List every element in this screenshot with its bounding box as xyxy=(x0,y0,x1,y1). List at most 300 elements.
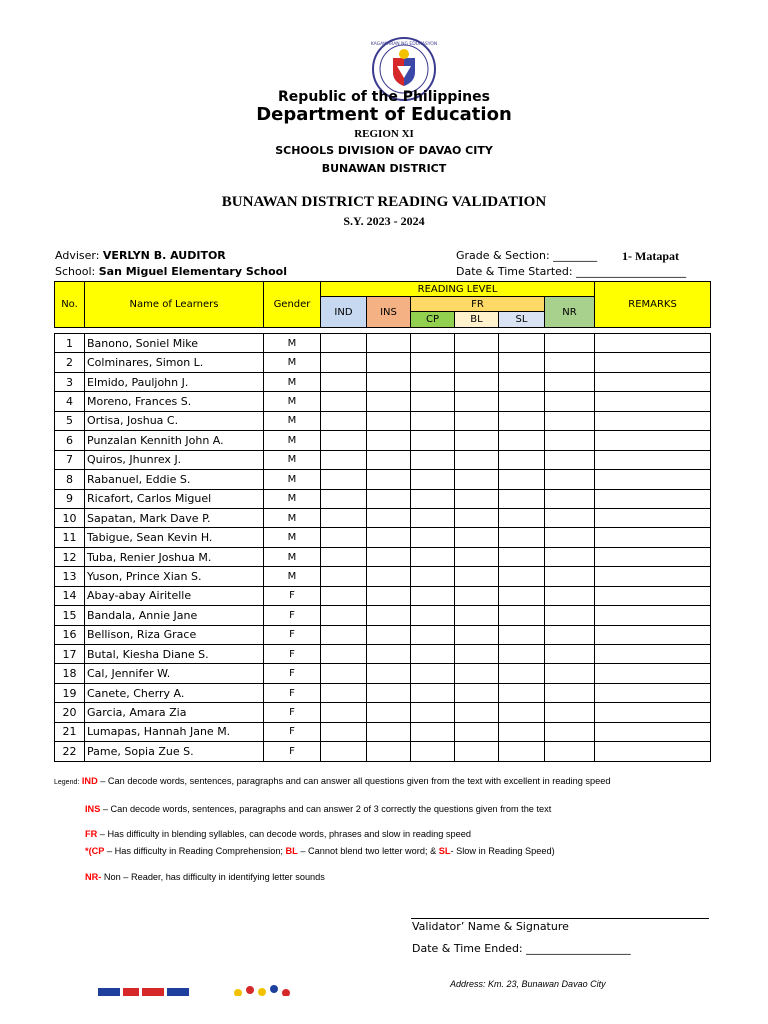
cell-bl[interactable] xyxy=(455,703,499,722)
cell-remarks[interactable] xyxy=(595,372,711,391)
legend-ind-code: IND xyxy=(81,776,98,786)
legend-label: Legend: xyxy=(54,779,80,786)
cell-bl[interactable] xyxy=(455,645,499,664)
legend-fr xyxy=(85,829,471,839)
cell-remarks[interactable] xyxy=(595,547,711,566)
row-number: 12 xyxy=(55,547,85,566)
cell-sl[interactable] xyxy=(499,606,545,625)
cell-sl[interactable] xyxy=(499,567,545,586)
cell-ins[interactable] xyxy=(367,742,411,761)
cell-remarks[interactable] xyxy=(595,489,711,508)
cell-sl[interactable] xyxy=(499,450,545,469)
cell-remarks[interactable] xyxy=(595,742,711,761)
cell-bl[interactable] xyxy=(455,528,499,547)
table-row xyxy=(55,450,711,469)
table-row xyxy=(55,334,711,353)
table-row xyxy=(55,567,711,586)
learner-name: Ricafort, Carlos Miguel xyxy=(85,489,264,508)
cell-ins[interactable] xyxy=(367,353,411,372)
table-row xyxy=(55,722,711,741)
learner-gender: F xyxy=(264,722,321,741)
learner-gender: M xyxy=(264,411,321,430)
cell-nr[interactable] xyxy=(545,470,595,489)
legend-nr-text: Non – Reader, has difficulty in identifying letter sounds xyxy=(101,872,325,882)
cell-sl[interactable] xyxy=(499,645,545,664)
cell-remarks[interactable] xyxy=(595,586,711,605)
header-remarks: REMARKS xyxy=(595,282,711,328)
cell-nr[interactable] xyxy=(545,411,595,430)
cell-cp[interactable] xyxy=(411,625,455,644)
cell-ins[interactable] xyxy=(367,392,411,411)
learner-gender: F xyxy=(264,625,321,644)
cell-remarks[interactable] xyxy=(595,606,711,625)
cell-nr[interactable] xyxy=(545,567,595,586)
cell-ins[interactable] xyxy=(367,606,411,625)
cell-bl[interactable] xyxy=(455,664,499,683)
cell-sl[interactable] xyxy=(499,586,545,605)
cell-bl[interactable] xyxy=(455,392,499,411)
cell-remarks[interactable] xyxy=(595,567,711,586)
cell-bl[interactable] xyxy=(455,431,499,450)
learner-name: Sapatan, Mark Dave P. xyxy=(85,508,264,527)
cell-nr[interactable] xyxy=(545,645,595,664)
row-number: 1 xyxy=(55,334,85,353)
legend-ins xyxy=(85,804,551,814)
row-number: 22 xyxy=(55,742,85,761)
cell-bl[interactable] xyxy=(455,586,499,605)
cell-sl[interactable] xyxy=(499,547,545,566)
adviser-label: Adviser: xyxy=(55,249,100,262)
learner-gender: M xyxy=(264,528,321,547)
cell-cp[interactable] xyxy=(411,703,455,722)
row-number: 4 xyxy=(55,392,85,411)
learner-name: Lumapas, Hannah Jane M. xyxy=(85,722,264,741)
region-heading: REGION XI xyxy=(354,128,414,140)
cell-ind[interactable] xyxy=(321,606,367,625)
cell-sl[interactable] xyxy=(499,664,545,683)
cell-sl[interactable] xyxy=(499,372,545,391)
cell-remarks[interactable] xyxy=(595,334,711,353)
table-row xyxy=(55,392,711,411)
cell-ins[interactable] xyxy=(367,625,411,644)
header-bl: BL xyxy=(455,312,499,328)
learner-name: Yuson, Prince Xian S. xyxy=(85,567,264,586)
district-heading: BUNAWAN DISTRICT xyxy=(321,162,447,175)
cell-cp[interactable] xyxy=(411,664,455,683)
cell-ind[interactable] xyxy=(321,353,367,372)
row-number: 21 xyxy=(55,722,85,741)
cell-nr[interactable] xyxy=(545,722,595,741)
cell-ind[interactable] xyxy=(321,392,367,411)
legend-sl-code: SL xyxy=(438,846,451,856)
legend-bl-text: – Cannot blend two letter word; & xyxy=(297,846,439,856)
header-ins: INS xyxy=(367,297,411,328)
cell-ins[interactable] xyxy=(367,703,411,722)
republic-heading: Republic of the Philippines xyxy=(278,89,490,105)
cell-bl[interactable] xyxy=(455,353,499,372)
row-number: 2 xyxy=(55,353,85,372)
cell-ins[interactable] xyxy=(367,431,411,450)
learner-name: Rabanuel, Eddie S. xyxy=(85,470,264,489)
table-row xyxy=(55,353,711,372)
learner-name: Banono, Soniel Mike xyxy=(85,334,264,353)
table-row xyxy=(55,508,711,527)
row-number: 19 xyxy=(55,683,85,702)
learner-name: Bandala, Annie Jane xyxy=(85,606,264,625)
learners-table xyxy=(54,281,711,762)
row-number: 7 xyxy=(55,450,85,469)
cell-sl[interactable] xyxy=(499,528,545,547)
cell-ins[interactable] xyxy=(367,528,411,547)
cell-nr[interactable] xyxy=(545,703,595,722)
cell-sl[interactable] xyxy=(499,470,545,489)
cell-nr[interactable] xyxy=(545,606,595,625)
validator-signature-label: Validator’ Name & Signature xyxy=(412,920,569,933)
cell-remarks[interactable] xyxy=(595,353,711,372)
cell-ind[interactable] xyxy=(321,703,367,722)
table-row xyxy=(55,606,711,625)
cell-remarks[interactable] xyxy=(595,625,711,644)
cell-bl[interactable] xyxy=(455,334,499,353)
legend-nr xyxy=(85,872,325,882)
cell-cp[interactable] xyxy=(411,742,455,761)
legend-fr-text: – Has difficulty in blending syllables, can decode words, phrases and slow in reading speed xyxy=(97,829,471,839)
header-reading-level: READING LEVEL xyxy=(321,282,595,297)
learner-gender: M xyxy=(264,450,321,469)
row-number: 16 xyxy=(55,625,85,644)
cell-bl[interactable] xyxy=(455,742,499,761)
learner-name: Cal, Jennifer W. xyxy=(85,664,264,683)
learner-name: Bellison, Riza Grace xyxy=(85,625,264,644)
cell-ind[interactable] xyxy=(321,431,367,450)
learner-name: Garcia, Amara Zia xyxy=(85,703,264,722)
cell-cp[interactable] xyxy=(411,334,455,353)
cell-cp[interactable] xyxy=(411,489,455,508)
cell-ind[interactable] xyxy=(321,547,367,566)
division-heading: SCHOOLS DIVISION OF DAVAO CITY xyxy=(275,144,493,157)
learner-name: Butal, Kiesha Diane S. xyxy=(85,645,264,664)
cell-ins[interactable] xyxy=(367,722,411,741)
table-row xyxy=(55,586,711,605)
row-number: 5 xyxy=(55,411,85,430)
header-name: Name of Learners xyxy=(85,282,264,328)
learner-name: Moreno, Frances S. xyxy=(85,392,264,411)
legend-ind-text: – Can decode words, sentences, paragraphs and can answer all questions given from the text with excellent in reading speed xyxy=(97,776,611,786)
learner-name: Abay-abay Airitelle xyxy=(85,586,264,605)
cell-sl[interactable] xyxy=(499,489,545,508)
cell-ins[interactable] xyxy=(367,372,411,391)
cell-ind[interactable] xyxy=(321,508,367,527)
learner-name: Pame, Sopia Zue S. xyxy=(85,742,264,761)
legend-fr-code: FR xyxy=(85,829,98,839)
legend-ind xyxy=(54,776,610,786)
table-row xyxy=(55,547,711,566)
date-time-ended-label: Date & Time Ended: ___________________ xyxy=(412,942,631,955)
row-number: 17 xyxy=(55,645,85,664)
cell-ins[interactable] xyxy=(367,664,411,683)
learner-gender: M xyxy=(264,392,321,411)
table-row xyxy=(55,703,711,722)
cell-nr[interactable] xyxy=(545,372,595,391)
legend-cp-code: *(CP xyxy=(85,846,105,856)
cell-bl[interactable] xyxy=(455,372,499,391)
learner-gender: M xyxy=(264,431,321,450)
header-sl: SL xyxy=(499,312,545,328)
cell-ins[interactable] xyxy=(367,508,411,527)
cell-nr[interactable] xyxy=(545,586,595,605)
cell-cp[interactable] xyxy=(411,567,455,586)
cell-sl[interactable] xyxy=(499,508,545,527)
row-number: 18 xyxy=(55,664,85,683)
table-row xyxy=(55,528,711,547)
cell-remarks[interactable] xyxy=(595,645,711,664)
row-number: 11 xyxy=(55,528,85,547)
cell-remarks[interactable] xyxy=(595,392,711,411)
header-gender: Gender xyxy=(264,282,321,328)
header-no: No. xyxy=(55,282,85,328)
cell-remarks[interactable] xyxy=(595,411,711,430)
learner-gender: F xyxy=(264,645,321,664)
grade-section-value: 1- Matapat xyxy=(622,249,679,263)
header-cp: CP xyxy=(411,312,455,328)
row-number: 10 xyxy=(55,508,85,527)
cell-nr[interactable] xyxy=(545,683,595,702)
cell-ins[interactable] xyxy=(367,489,411,508)
learner-gender: F xyxy=(264,586,321,605)
cell-ind[interactable] xyxy=(321,528,367,547)
cell-ins[interactable] xyxy=(367,470,411,489)
cell-cp[interactable] xyxy=(411,722,455,741)
cell-ind[interactable] xyxy=(321,334,367,353)
cell-bl[interactable] xyxy=(455,470,499,489)
learner-name: Tabigue, Sean Kevin H. xyxy=(85,528,264,547)
table-row xyxy=(55,411,711,430)
learner-gender: M xyxy=(264,567,321,586)
table-row xyxy=(55,664,711,683)
learner-name: Punzalan Kennith John A. xyxy=(85,431,264,450)
learner-gender: M xyxy=(264,470,321,489)
cell-ind[interactable] xyxy=(321,470,367,489)
cell-sl[interactable] xyxy=(499,703,545,722)
cell-ins[interactable] xyxy=(367,547,411,566)
cell-cp[interactable] xyxy=(411,606,455,625)
cell-nr[interactable] xyxy=(545,431,595,450)
learner-name: Quiros, Jhunrex J. xyxy=(85,450,264,469)
cell-nr[interactable] xyxy=(545,489,595,508)
cell-ind[interactable] xyxy=(321,683,367,702)
cell-cp[interactable] xyxy=(411,353,455,372)
learner-gender: M xyxy=(264,489,321,508)
row-number: 20 xyxy=(55,703,85,722)
cell-ind[interactable] xyxy=(321,411,367,430)
cell-nr[interactable] xyxy=(545,450,595,469)
cell-remarks[interactable] xyxy=(595,508,711,527)
cell-cp[interactable] xyxy=(411,508,455,527)
learner-gender: M xyxy=(264,508,321,527)
bagong-pilipinas-logo xyxy=(234,985,290,996)
cell-remarks[interactable] xyxy=(595,703,711,722)
cell-sl[interactable] xyxy=(499,742,545,761)
cell-nr[interactable] xyxy=(545,508,595,527)
cell-nr[interactable] xyxy=(545,625,595,644)
cell-sl[interactable] xyxy=(499,353,545,372)
cell-remarks[interactable] xyxy=(595,683,711,702)
cell-ins[interactable] xyxy=(367,567,411,586)
learner-name: Canete, Cherry A. xyxy=(85,683,264,702)
cell-bl[interactable] xyxy=(455,722,499,741)
table-row xyxy=(55,431,711,450)
cell-remarks[interactable] xyxy=(595,528,711,547)
cell-cp[interactable] xyxy=(411,645,455,664)
adviser-value: VERLYN B. AUDITOR xyxy=(102,249,226,262)
school-value: San Miguel Elementary School xyxy=(98,265,287,278)
learner-name: Tuba, Renier Joshua M. xyxy=(85,547,264,566)
cell-sl[interactable] xyxy=(499,411,545,430)
cell-sl[interactable] xyxy=(499,392,545,411)
learner-gender: M xyxy=(264,353,321,372)
cell-ind[interactable] xyxy=(321,489,367,508)
legend-ins-code: INS xyxy=(85,804,101,814)
table-row xyxy=(55,742,711,761)
cell-nr[interactable] xyxy=(545,334,595,353)
cell-bl[interactable] xyxy=(455,508,499,527)
deped-wordmark-logo xyxy=(98,988,189,996)
legend-cp-bl-sl xyxy=(85,846,555,856)
cell-remarks[interactable] xyxy=(595,722,711,741)
row-number: 15 xyxy=(55,606,85,625)
svg-text:KAGAWARAN NG EDUKASYON: KAGAWARAN NG EDUKASYON xyxy=(371,42,437,47)
learner-gender: F xyxy=(264,742,321,761)
school-line xyxy=(55,265,287,278)
cell-nr[interactable] xyxy=(545,664,595,683)
row-number: 8 xyxy=(55,470,85,489)
row-number: 13 xyxy=(55,567,85,586)
cell-cp[interactable] xyxy=(411,683,455,702)
header-nr: NR xyxy=(545,297,595,328)
cell-ind[interactable] xyxy=(321,645,367,664)
cell-ind[interactable] xyxy=(321,742,367,761)
cell-ind[interactable] xyxy=(321,722,367,741)
legend-nr-code: NR- xyxy=(85,872,102,882)
row-number: 14 xyxy=(55,586,85,605)
signature-line xyxy=(411,918,709,919)
school-year: S.Y. 2023 - 2024 xyxy=(343,214,425,228)
learner-gender: M xyxy=(264,372,321,391)
cell-sl[interactable] xyxy=(499,683,545,702)
cell-sl[interactable] xyxy=(499,334,545,353)
cell-nr[interactable] xyxy=(545,353,595,372)
table-row xyxy=(55,625,711,644)
learner-gender: M xyxy=(264,547,321,566)
cell-cp[interactable] xyxy=(411,450,455,469)
cell-bl[interactable] xyxy=(455,606,499,625)
cell-cp[interactable] xyxy=(411,586,455,605)
cell-sl[interactable] xyxy=(499,431,545,450)
cell-ind[interactable] xyxy=(321,450,367,469)
footer-logos xyxy=(98,980,318,996)
cell-ins[interactable] xyxy=(367,645,411,664)
cell-ind[interactable] xyxy=(321,586,367,605)
cell-sl[interactable] xyxy=(499,722,545,741)
header-fr: FR xyxy=(411,297,545,312)
learner-rows xyxy=(55,334,711,762)
legend-cp-text: – Has difficulty in Reading Comprehension; xyxy=(104,846,286,856)
table-row xyxy=(55,372,711,391)
cell-cp[interactable] xyxy=(411,528,455,547)
cell-bl[interactable] xyxy=(455,567,499,586)
cell-bl[interactable] xyxy=(455,683,499,702)
row-number: 3 xyxy=(55,372,85,391)
cell-bl[interactable] xyxy=(455,489,499,508)
cell-nr[interactable] xyxy=(545,392,595,411)
cell-ins[interactable] xyxy=(367,450,411,469)
address-text: Address: Km. 23, Bunawan Davao City xyxy=(450,979,606,989)
cell-remarks[interactable] xyxy=(595,664,711,683)
cell-ind[interactable] xyxy=(321,625,367,644)
learner-name: Elmido, Pauljohn J. xyxy=(85,372,264,391)
cell-cp[interactable] xyxy=(411,431,455,450)
cell-ins[interactable] xyxy=(367,683,411,702)
table-row xyxy=(55,683,711,702)
table-row xyxy=(55,470,711,489)
table-row xyxy=(55,489,711,508)
cell-bl[interactable] xyxy=(455,450,499,469)
cell-ins[interactable] xyxy=(367,411,411,430)
cell-cp[interactable] xyxy=(411,372,455,391)
row-number: 6 xyxy=(55,431,85,450)
cell-ins[interactable] xyxy=(367,334,411,353)
cell-cp[interactable] xyxy=(411,411,455,430)
learner-gender: F xyxy=(264,683,321,702)
date-time-started-label: Date & Time Started: ____________________ xyxy=(456,265,687,278)
cell-nr[interactable] xyxy=(545,742,595,761)
cell-remarks[interactable] xyxy=(595,470,711,489)
cell-ind[interactable] xyxy=(321,664,367,683)
cell-bl[interactable] xyxy=(455,411,499,430)
cell-cp[interactable] xyxy=(411,470,455,489)
cell-bl[interactable] xyxy=(455,547,499,566)
cell-nr[interactable] xyxy=(545,547,595,566)
learner-gender: F xyxy=(264,664,321,683)
adviser-line xyxy=(55,249,226,262)
cell-nr[interactable] xyxy=(545,528,595,547)
legend-bl-code: BL xyxy=(285,846,298,856)
department-heading: Department of Education xyxy=(256,104,512,125)
row-number: 9 xyxy=(55,489,85,508)
cell-sl[interactable] xyxy=(499,625,545,644)
cell-cp[interactable] xyxy=(411,392,455,411)
cell-ins[interactable] xyxy=(367,586,411,605)
learner-gender: F xyxy=(264,606,321,625)
legend-ins-text: – Can decode words, sentences, paragraphs and can answer 2 of 3 correctly the questions given from the text xyxy=(100,804,552,814)
document-title: BUNAWAN DISTRICT READING VALIDATION xyxy=(221,194,547,210)
legend-sl-text: - Slow in Reading Speed) xyxy=(450,846,555,856)
cell-ind[interactable] xyxy=(321,567,367,586)
table-row xyxy=(55,645,711,664)
learner-name: Ortisa, Joshua C. xyxy=(85,411,264,430)
school-label: School: xyxy=(55,265,96,278)
cell-bl[interactable] xyxy=(455,625,499,644)
learner-gender: F xyxy=(264,703,321,722)
header-ind: IND xyxy=(321,297,367,328)
cell-remarks[interactable] xyxy=(595,431,711,450)
learner-gender: M xyxy=(264,334,321,353)
learner-name: Colminares, Simon L. xyxy=(85,353,264,372)
cell-ind[interactable] xyxy=(321,372,367,391)
cell-cp[interactable] xyxy=(411,547,455,566)
grade-section-label: Grade & Section: ________ xyxy=(456,249,598,262)
cell-remarks[interactable] xyxy=(595,450,711,469)
